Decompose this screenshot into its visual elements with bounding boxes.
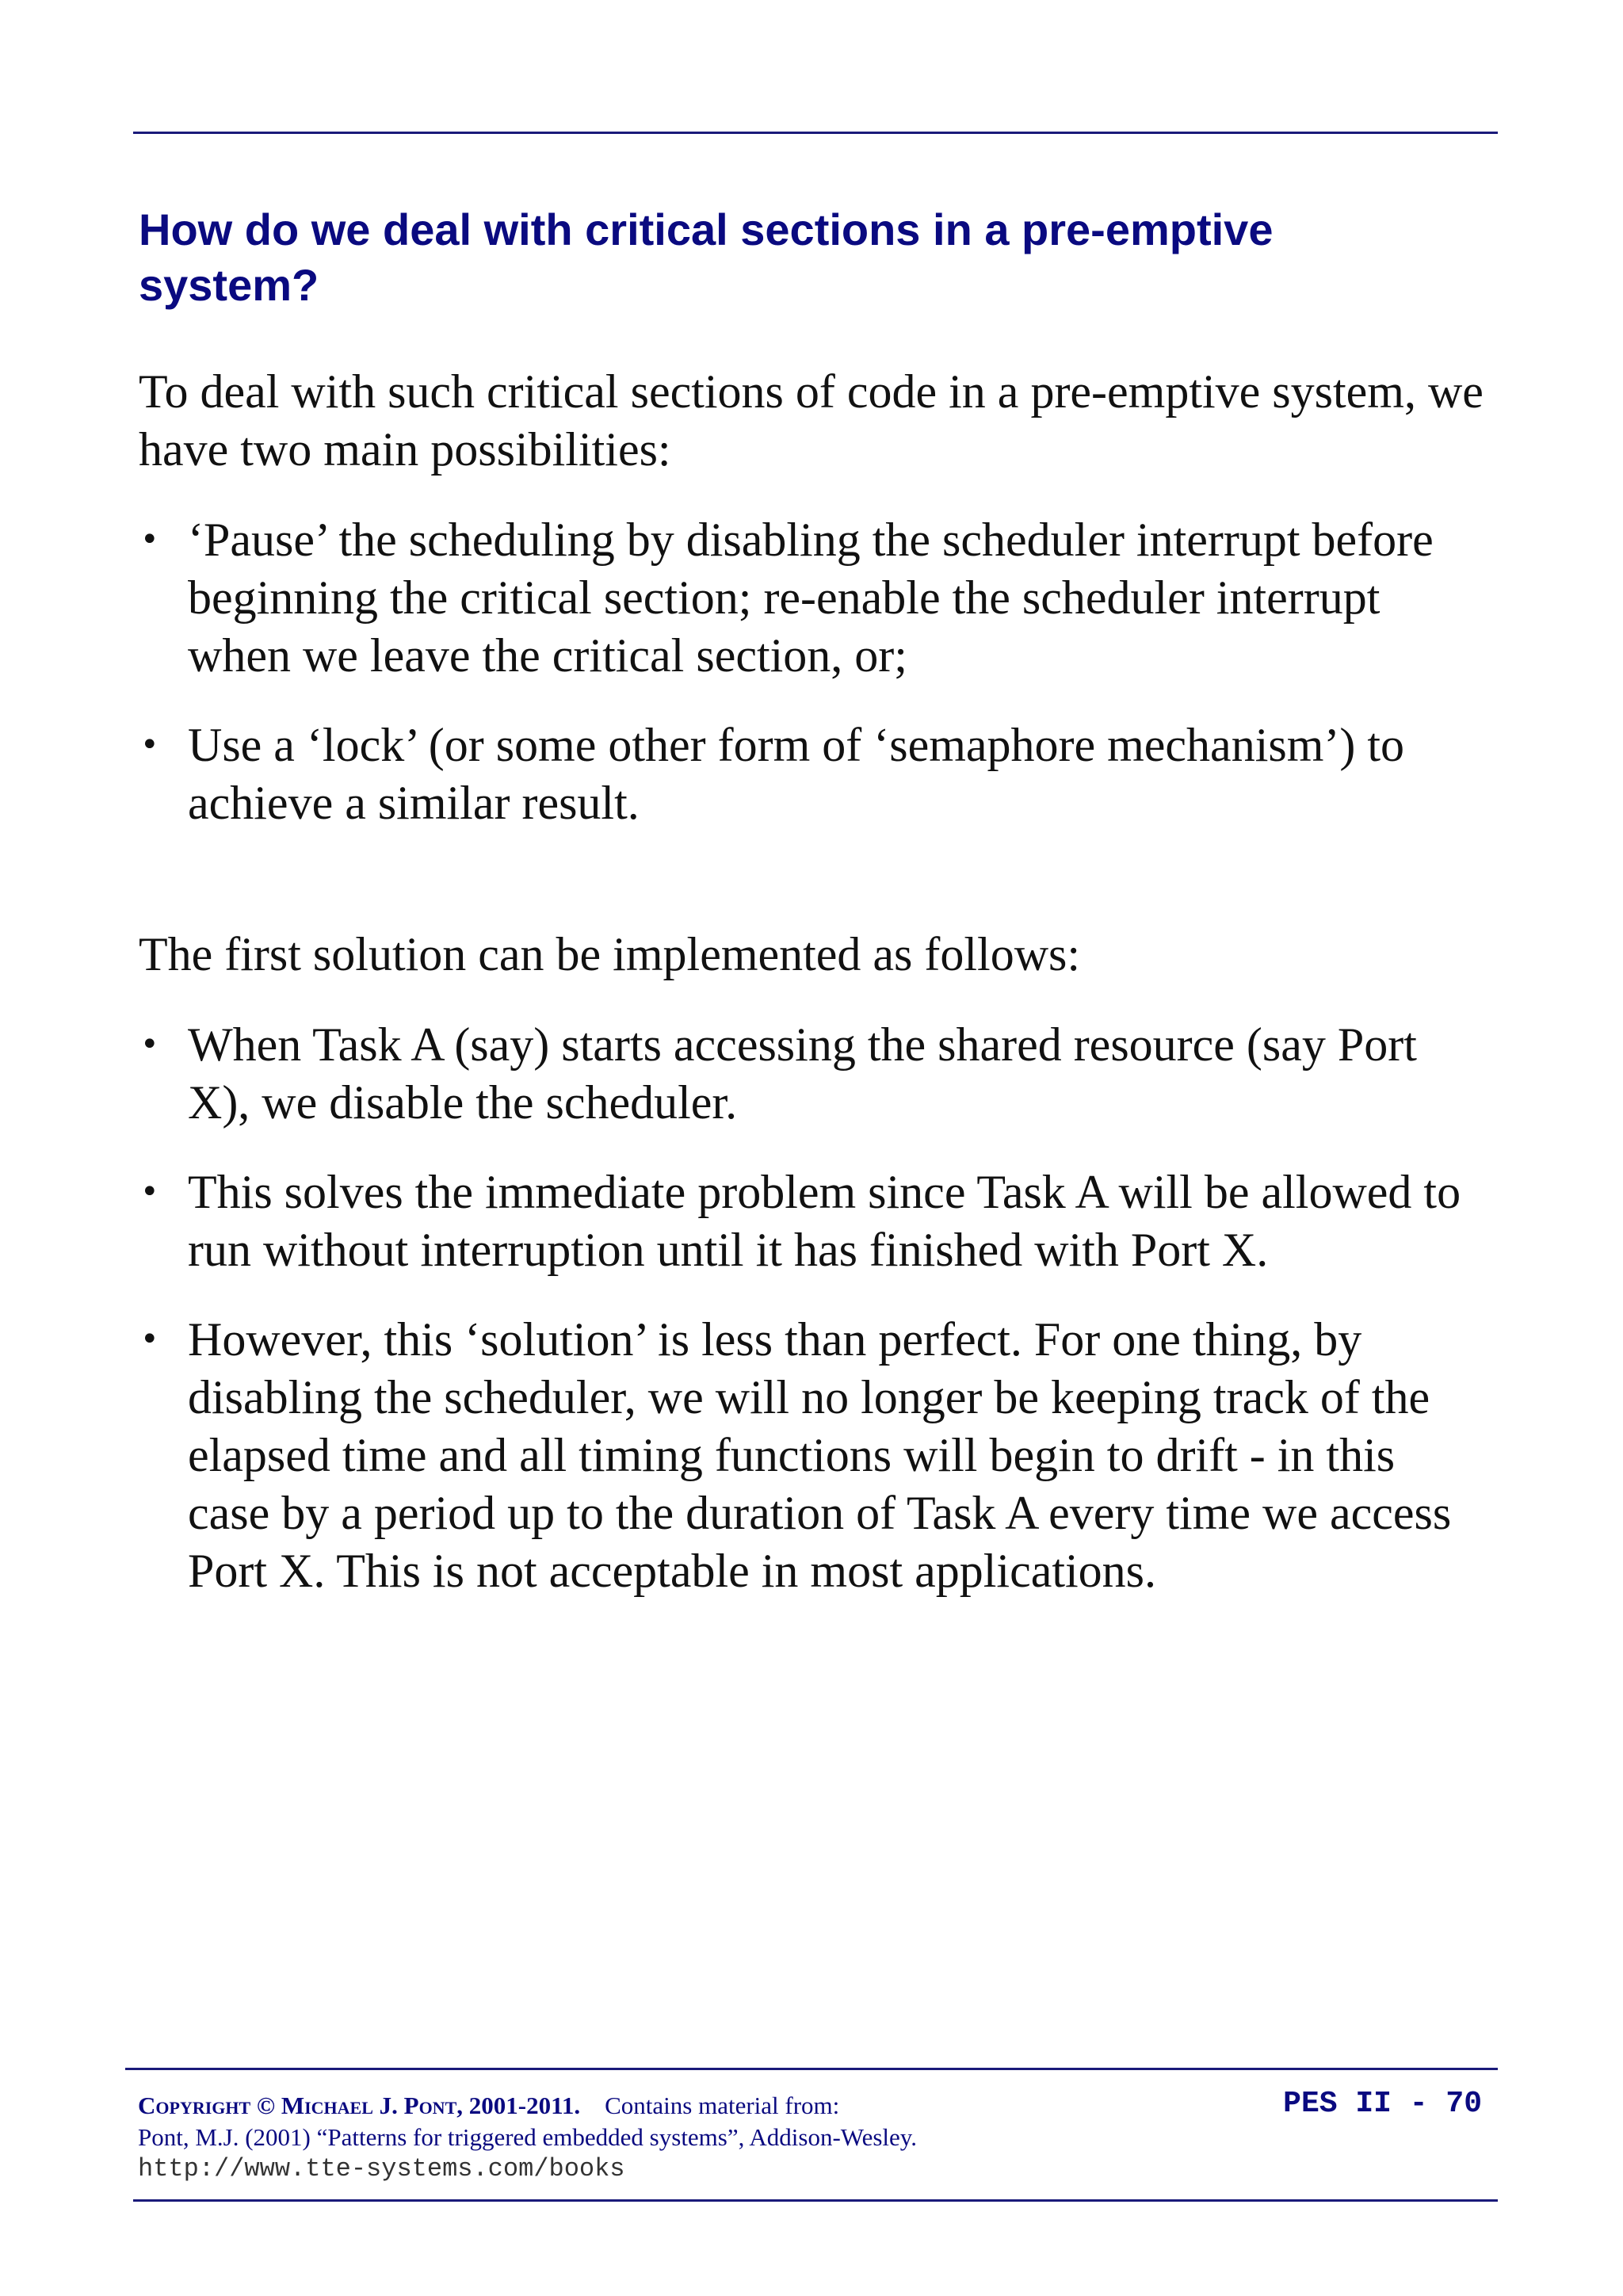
list-item	[139, 1311, 1486, 1600]
list-item-text: However, this ‘solution’ is less than perfect. For one thing, by disabling the scheduler, we will no longer be keeping track of the elapsed time and all timing functions will begin to drift - in this case by a period up to the duration of Task A every time we access Port X. This is not acceptable in most applications.	[188, 1313, 1452, 1597]
list-item	[139, 511, 1486, 685]
list-item-text: ‘Pause’ the scheduling by disabling the scheduler interrupt before beginning the critical section; re-enable the scheduler interrupt when we leave the critical section, or;	[188, 514, 1434, 682]
bullet-icon: •	[140, 1321, 159, 1358]
page-number: PES II - 70	[1283, 2087, 1482, 2121]
bullet-icon: •	[140, 727, 159, 763]
footer-source-citation: Pont, M.J. (2001) “Patterns for triggered embedded systems”, Addison-Wesley.	[138, 2123, 918, 2151]
first-solution-list	[139, 1016, 1486, 1632]
first-solution-paragraph: The first solution can be implemented as follows:	[139, 928, 1081, 980]
footer-url: http://www.tte-systems.com/books	[138, 2154, 625, 2183]
footer-copyright-line	[138, 2090, 839, 2122]
bullet-icon: •	[140, 1174, 159, 1210]
footer-rule-bottom	[133, 2199, 1498, 2202]
footer-rule-top	[125, 2068, 1498, 2070]
list-item-text: This solves the immediate problem since Task A will be allowed to run without interruption until it has finished with Port X.	[188, 1166, 1461, 1276]
header-rule	[133, 132, 1498, 134]
list-item	[139, 1016, 1486, 1132]
contains-material-label: Contains material from:	[605, 2092, 840, 2119]
bullet-icon: •	[140, 521, 159, 558]
list-item-text: Use a ‘lock’ (or some other form of ‘semaphore mechanism’) to achieve a similar result.	[188, 719, 1405, 829]
options-list	[139, 511, 1486, 864]
list-item-text: When Task A (say) starts accessing the shared resource (say Port X), we disable the scheduler.	[188, 1018, 1417, 1129]
page-heading: How do we deal with critical sections in a pre-emptive system?	[139, 204, 1274, 310]
copyright-notice: Copyright © Michael J. Pont, 2001-2011.	[138, 2092, 581, 2119]
list-item	[139, 716, 1486, 832]
list-item	[139, 1163, 1486, 1279]
bullet-icon: •	[140, 1026, 159, 1063]
intro-paragraph: To deal with such critical sections of code in a pre-emptive system, we have two main possibilities:	[139, 365, 1484, 476]
